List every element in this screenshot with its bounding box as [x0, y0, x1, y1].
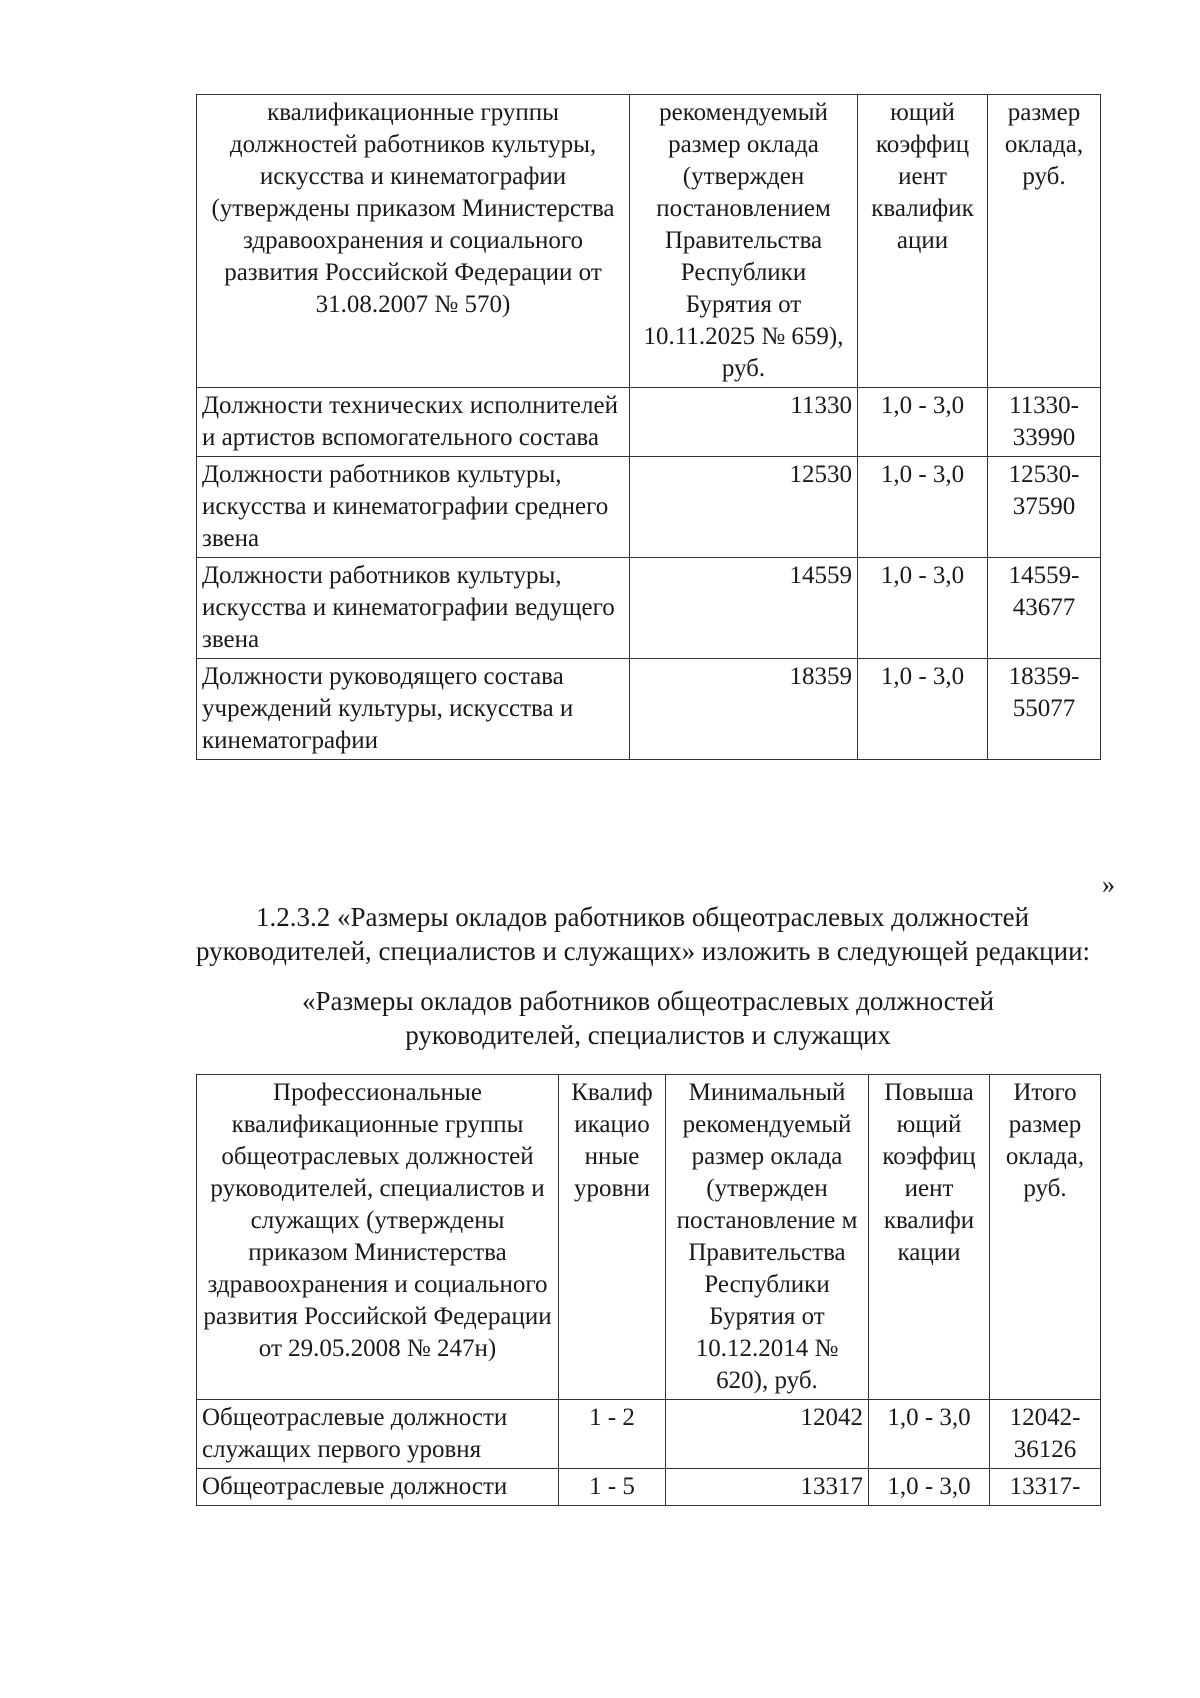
paragraph-line: 1.2.3.2 «Размеры окладов работников общеотраслевых должностей	[256, 902, 1030, 932]
group-cell: Должности работников культуры, искусства и кинематографии среднего звена	[197, 457, 630, 558]
table-row	[197, 659, 1101, 760]
coef-cell: 1,0 - 3,0	[858, 388, 988, 457]
header-cell: ющий коэффиц иент квалифик ации	[858, 95, 988, 388]
group-cell: Общеотраслевые должности служащих первого уровня	[197, 1400, 559, 1469]
header-cell: Повыша ющий коэффиц иент квалифи кации	[869, 1075, 990, 1400]
table-row	[197, 558, 1101, 659]
total-cell: 18359-55077	[988, 659, 1101, 760]
header-cell: размер оклада, руб.	[988, 95, 1101, 388]
group-cell: Общеотраслевые должности	[197, 1469, 559, 1506]
table-row	[197, 1400, 1101, 1469]
total-cell: 12042-36126	[990, 1400, 1101, 1469]
total-cell: 13317-	[990, 1469, 1101, 1506]
salary-cell: 13317	[666, 1469, 869, 1506]
table-row	[197, 457, 1101, 558]
closing-quote: »	[1102, 870, 1115, 899]
paragraph-line: руководителей, специалистов и служащих» изложить в следующей редакции:	[196, 936, 1091, 966]
coef-cell: 1,0 - 3,0	[869, 1469, 990, 1506]
header-cell: рекомендуемый размер оклада (утвержден постановлением Правительства Республики Бурятия от 10.11.2025 № 659), руб.	[630, 95, 858, 388]
table-header-row	[197, 95, 1101, 388]
coef-cell: 1,0 - 3,0	[858, 659, 988, 760]
header-cell: Итого размер оклада, руб.	[990, 1075, 1101, 1400]
title-line: руководителей, специалистов и служащих	[405, 1020, 891, 1050]
group-cell: Должности работников культуры, искусства и кинематографии ведущего звена	[197, 558, 630, 659]
group-cell: Должности руководящего состава учреждений культуры, искусства и кинематографии	[197, 659, 630, 760]
total-cell: 12530-37590	[988, 457, 1101, 558]
total-cell: 11330-33990	[988, 388, 1101, 457]
title-line: «Размеры окладов работников общеотраслевых должностей	[301, 986, 995, 1016]
table-row	[197, 388, 1101, 457]
salary-cell: 11330	[630, 388, 858, 457]
table-row	[197, 1469, 1101, 1506]
levels-cell: 1 - 5	[559, 1469, 666, 1506]
levels-cell: 1 - 2	[559, 1400, 666, 1469]
salary-cell: 12042	[666, 1400, 869, 1469]
table-header-row	[197, 1075, 1101, 1400]
salary-cell: 14559	[630, 558, 858, 659]
salary-table-general	[196, 1074, 1101, 1506]
salary-cell: 18359	[630, 659, 858, 760]
amendment-paragraph	[196, 900, 1106, 968]
coef-cell: 1,0 - 3,0	[869, 1400, 990, 1469]
salary-cell: 12530	[630, 457, 858, 558]
salary-table-culture	[196, 94, 1101, 760]
group-cell: Должности технических исполнителей и артистов вспомогательного состава	[197, 388, 630, 457]
header-cell: Минимальный рекомендуемый размер оклада (утвержден постановление м Правительства Республики Бурятия от 10.12.2014 № 620), руб.	[666, 1075, 869, 1400]
coef-cell: 1,0 - 3,0	[858, 558, 988, 659]
total-cell: 14559-43677	[988, 558, 1101, 659]
coef-cell: 1,0 - 3,0	[858, 457, 988, 558]
table-title	[196, 984, 1100, 1052]
header-cell: Квалиф икацио нные уровни	[559, 1075, 666, 1400]
header-cell: квалификационные группы должностей работников культуры, искусства и кинематографии (утверждены приказом Министерства здравоохранения и социального развития Российской Федерации от 31.08.2007 № 570)	[197, 95, 630, 388]
header-cell: Профессиональные квалификационные группы общеотраслевых должностей руководителей, специалистов и служащих (утверждены приказом Министерства здравоохранения и социального развития Российской Федерации от 29.05.2008 № 247н)	[197, 1075, 559, 1400]
